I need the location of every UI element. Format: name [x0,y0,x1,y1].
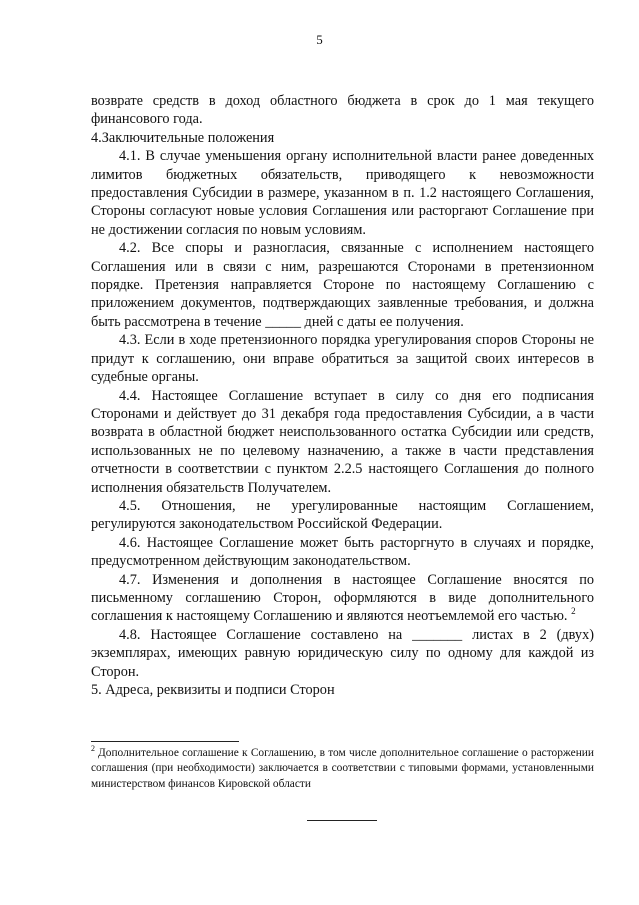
paragraph-4-7 [91,571,594,626]
paragraph-4-5: 4.5. Отношения, не урегулированные настоящим Соглашением, регулируются законодательством Российской Федерации. [91,497,594,533]
footnote-reference[interactable]: 2 [571,606,576,617]
paragraph-4-7-text: 4.7. Изменения и дополнения в настоящее Соглашение вносятся по письменному соглашению Сторон, оформляются в виде дополнительного соглашения к настоящему Соглашению и являются неотъемлемой его частью. [91,571,594,625]
end-divider [307,820,377,821]
footnote-text: Дополнительное соглашение к Соглашению, в том числе дополнительное соглашение о расторжении соглашения (при необходимости) заключается в соответствии с типовыми формами, установленными министерством финансов Кировской области [91,747,594,790]
intro-paragraph: возврате средств в доход областного бюджета в срок до 1 мая текущего финансового года. [91,93,594,128]
paragraph-4-4: 4.4. Настоящее Соглашение вступает в силу со дня его подписания Сторонами и действует до 31 декабря года предоставления Субсидии, а в части возврата в областной бюджет неиспользованного остатка Субсидии или средств, использованных не по целевому назначению, а также в части представления отчетности в соответствии с пунктом 2.2.5 настоящего Соглашения до полного исполнения обязательств Получателем. [91,387,594,496]
section-4-heading: 4.Заключительные положения [91,129,275,146]
footnote [91,746,594,792]
paragraph-4-3: 4.3. Если в ходе претензионного порядка урегулирования споров Стороны не придут к соглашению, они вправе обратиться за защитой своих интересов в судебные органы. [91,332,594,386]
section-5-heading: 5. Адреса, реквизиты и подписи Сторон [91,682,335,698]
paragraph-4-6: 4.6. Настоящее Соглашение может быть расторгнуто в случаях и порядке, предусмотренном действующим законодательством. [91,534,594,570]
footnote-divider [91,741,239,742]
document-body [91,92,594,699]
paragraph-4-2: 4.2. Все споры и разногласия, связанные с исполнением настоящего Соглашения или в связи с ним, разрешаются Сторонами в претензионном порядке. Претензия направляется Стороне по настоящему Соглашению с приложением документов, подтверждающих заявленные требования, и должна быть рассмотрена в течение _____ дней с даты ее получения. [91,240,594,330]
paragraph-4-8: 4.8. Настоящее Соглашение составлено на _______ листах в 2 (двух) экземплярах, имеющих равную юридическую силу по одному для каждой из Сторон. [91,626,594,680]
page-number: 5 [316,32,323,47]
footnote-mark: 2 [91,744,95,753]
paragraph-4-1: 4.1. В случае уменьшения органу исполнительной власти ранее доведенных лимитов бюджетных обязательств, приводящего к невозможности предоставления Субсидии в размере, указанном в п. 1.2 настоящего Соглашения, Стороны согласуют новые условия Соглашения или расторгают Соглашение при не достижении согласия по новым условиям. [91,148,594,238]
